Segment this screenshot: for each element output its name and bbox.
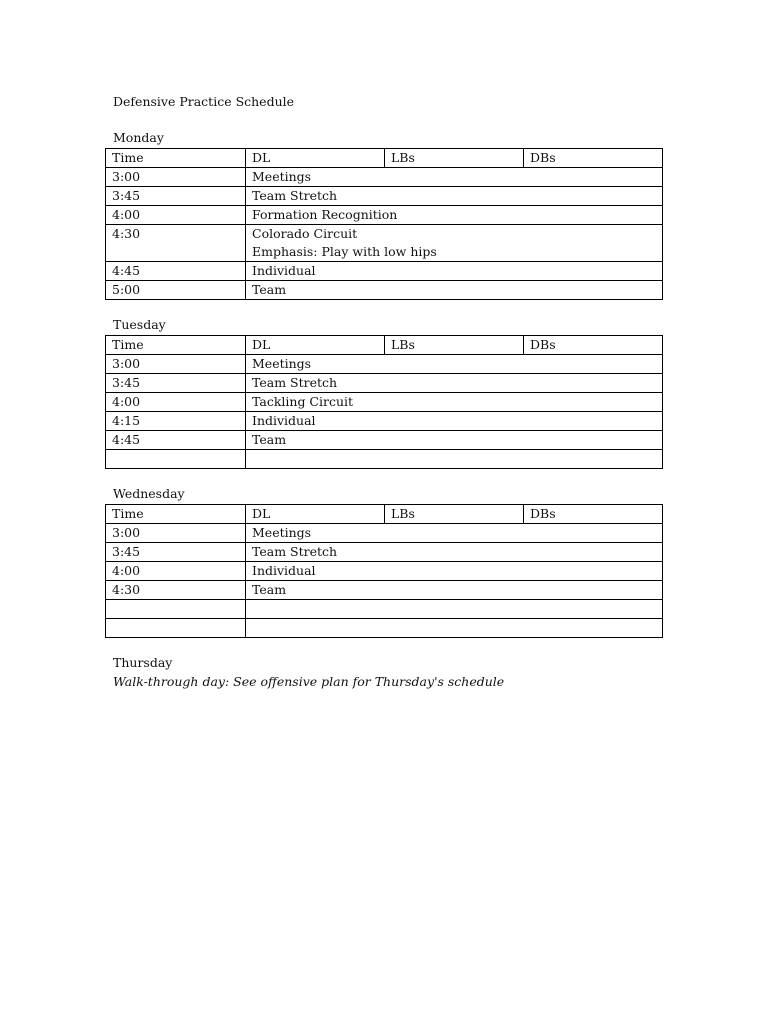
day-label-thursday: Thursday xyxy=(113,655,173,670)
activity-cell: Meetings xyxy=(246,355,663,374)
table-row xyxy=(106,393,663,412)
activity-cell: Team xyxy=(246,281,663,300)
activity-cell xyxy=(246,619,663,638)
activity-emphasis-line: Emphasis: Play with low hips xyxy=(252,244,437,259)
table-row xyxy=(106,524,663,543)
activity-cell: Individual xyxy=(246,262,663,281)
time-cell: 3:45 xyxy=(106,187,246,206)
time-cell: 3:00 xyxy=(106,355,246,374)
table-row xyxy=(106,355,663,374)
time-cell: 4:45 xyxy=(106,431,246,450)
time-cell xyxy=(106,600,246,619)
table-row xyxy=(106,281,663,300)
table-row xyxy=(106,600,663,619)
time-cell xyxy=(106,619,246,638)
time-cell: 4:00 xyxy=(106,393,246,412)
activity-cell: Tackling Circuit xyxy=(246,393,663,412)
header-cell-time: Time xyxy=(106,149,246,168)
time-cell: 3:00 xyxy=(106,524,246,543)
day-label-monday: Monday xyxy=(113,130,164,145)
table-row xyxy=(106,206,663,225)
time-cell: 3:45 xyxy=(106,543,246,562)
table-row xyxy=(106,187,663,206)
schedule-table-monday xyxy=(105,148,663,300)
activity-cell: Individual xyxy=(246,412,663,431)
day-label-wednesday: Wednesday xyxy=(113,486,185,501)
table-row xyxy=(106,412,663,431)
activity-cell xyxy=(246,225,663,262)
header-cell-dbs: DBs xyxy=(524,336,663,355)
activity-cell: Team Stretch xyxy=(246,543,663,562)
schedule-table-wednesday xyxy=(105,504,663,638)
time-cell: 4:15 xyxy=(106,412,246,431)
time-cell: 4:45 xyxy=(106,262,246,281)
table-row xyxy=(106,543,663,562)
header-cell-dbs: DBs xyxy=(524,149,663,168)
time-cell: 4:30 xyxy=(106,225,246,262)
table-row xyxy=(106,168,663,187)
table-row xyxy=(106,374,663,393)
thursday-note: Walk-through day: See offensive plan for Thursday's schedule xyxy=(113,674,505,689)
time-cell: 3:45 xyxy=(106,374,246,393)
header-cell-time: Time xyxy=(106,505,246,524)
time-cell: 4:00 xyxy=(106,562,246,581)
table-header-row xyxy=(106,505,663,524)
table-header-row xyxy=(106,149,663,168)
table-row xyxy=(106,581,663,600)
header-cell-lbs: LBs xyxy=(385,505,524,524)
time-cell: 4:00 xyxy=(106,206,246,225)
day-label-tuesday: Tuesday xyxy=(113,317,166,332)
activity-cell xyxy=(246,600,663,619)
schedule-table-tuesday xyxy=(105,335,663,469)
activity-cell: Team Stretch xyxy=(246,187,663,206)
time-cell xyxy=(106,450,246,469)
table-row xyxy=(106,262,663,281)
activity-cell: Meetings xyxy=(246,524,663,543)
header-cell-time: Time xyxy=(106,336,246,355)
document-title: Defensive Practice Schedule xyxy=(113,94,295,109)
activity-line: Colorado Circuit xyxy=(252,226,358,241)
table-header-row xyxy=(106,336,663,355)
header-cell-lbs: LBs xyxy=(385,149,524,168)
table-row xyxy=(106,431,663,450)
activity-cell: Formation Recognition xyxy=(246,206,663,225)
table-row xyxy=(106,225,663,262)
table-row xyxy=(106,450,663,469)
header-cell-dl: DL xyxy=(246,149,385,168)
activity-cell: Meetings xyxy=(246,168,663,187)
time-cell: 5:00 xyxy=(106,281,246,300)
time-cell: 4:30 xyxy=(106,581,246,600)
activity-cell: Team xyxy=(246,431,663,450)
time-cell: 3:00 xyxy=(106,168,246,187)
table-row xyxy=(106,562,663,581)
header-cell-dl: DL xyxy=(246,336,385,355)
table-row xyxy=(106,619,663,638)
header-cell-lbs: LBs xyxy=(385,336,524,355)
header-cell-dbs: DBs xyxy=(524,505,663,524)
activity-cell: Individual xyxy=(246,562,663,581)
activity-cell xyxy=(246,450,663,469)
activity-cell: Team Stretch xyxy=(246,374,663,393)
activity-cell: Team xyxy=(246,581,663,600)
header-cell-dl: DL xyxy=(246,505,385,524)
